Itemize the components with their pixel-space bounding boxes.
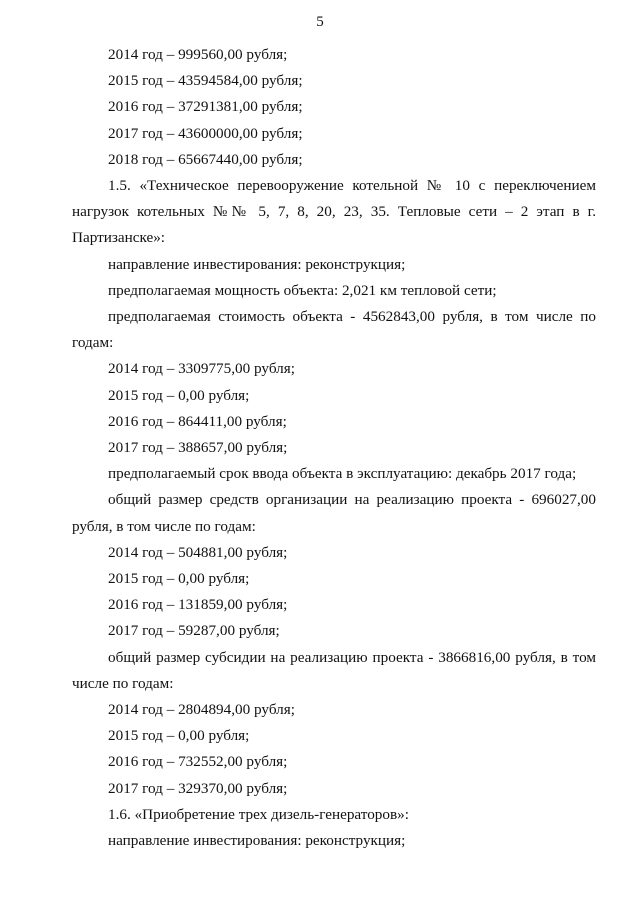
section-heading-1-5: 1.5. «Техническое перевооружение котельной № 10 с переключением нагрузок котельных №№ 5, 7, 8, 20, 23, 35. Тепловые сети – 2 этап в г. Партизанске»:	[72, 177, 596, 247]
paragraph: общий размер средств организации на реализацию проекта - 696027,00 рубля, в том числе по годам:	[72, 491, 596, 535]
paragraph: 2016 год – 864411,00 рубля;	[108, 412, 287, 430]
paragraph: 2016 год – 732552,00 рубля;	[108, 753, 288, 771]
paragraph: направление инвестирования: реконструкция;	[108, 832, 406, 850]
paragraph: общий размер субсидии на реализацию проекта - 3866816,00 рубля, в том числе по годам:	[72, 648, 596, 692]
paragraph: 2014 год – 2804894,00 рубля;	[108, 701, 295, 719]
paragraph: 2015 год – 0,00 рубля;	[108, 727, 250, 745]
paragraph: предполагаемый срок ввода объекта в эксплуатацию: декабрь 2017 года;	[108, 465, 577, 483]
paragraph: 2015 год – 43594584,00 рубля;	[108, 72, 303, 90]
paragraph: 2016 год – 131859,00 рубля;	[108, 596, 288, 614]
paragraph: 2017 год – 388657,00 рубля;	[108, 439, 288, 457]
paragraph: 2017 год – 59287,00 рубля;	[108, 622, 280, 640]
document-body	[72, 42, 596, 854]
paragraph: 2017 год – 329370,00 рубля;	[108, 779, 288, 797]
paragraph: 2015 год – 0,00 рубля;	[108, 570, 250, 588]
paragraph: предполагаемая мощность объекта: 2,021 км тепловой сети;	[108, 281, 497, 299]
section-heading-1-6: 1.6. «Приобретение трех дизель-генераторов»:	[108, 805, 409, 823]
paragraph: 2018 год – 65667440,00 рубля;	[108, 150, 303, 168]
paragraph: 2017 год – 43600000,00 рубля;	[108, 124, 303, 142]
paragraph: предполагаемая стоимость объекта - 4562843,00 рубля, в том числе по годам:	[72, 308, 596, 352]
paragraph: 2014 год – 3309775,00 рубля;	[108, 360, 295, 378]
paragraph: 2016 год – 37291381,00 рубля;	[108, 98, 303, 116]
page-number: 5	[316, 14, 324, 30]
paragraph: направление инвестирования: реконструкция;	[108, 255, 406, 273]
paragraph: 2014 год – 504881,00 рубля;	[108, 543, 288, 561]
paragraph: 2014 год – 999560,00 рубля;	[108, 46, 288, 63]
paragraph: 2015 год – 0,00 рубля;	[108, 386, 250, 404]
